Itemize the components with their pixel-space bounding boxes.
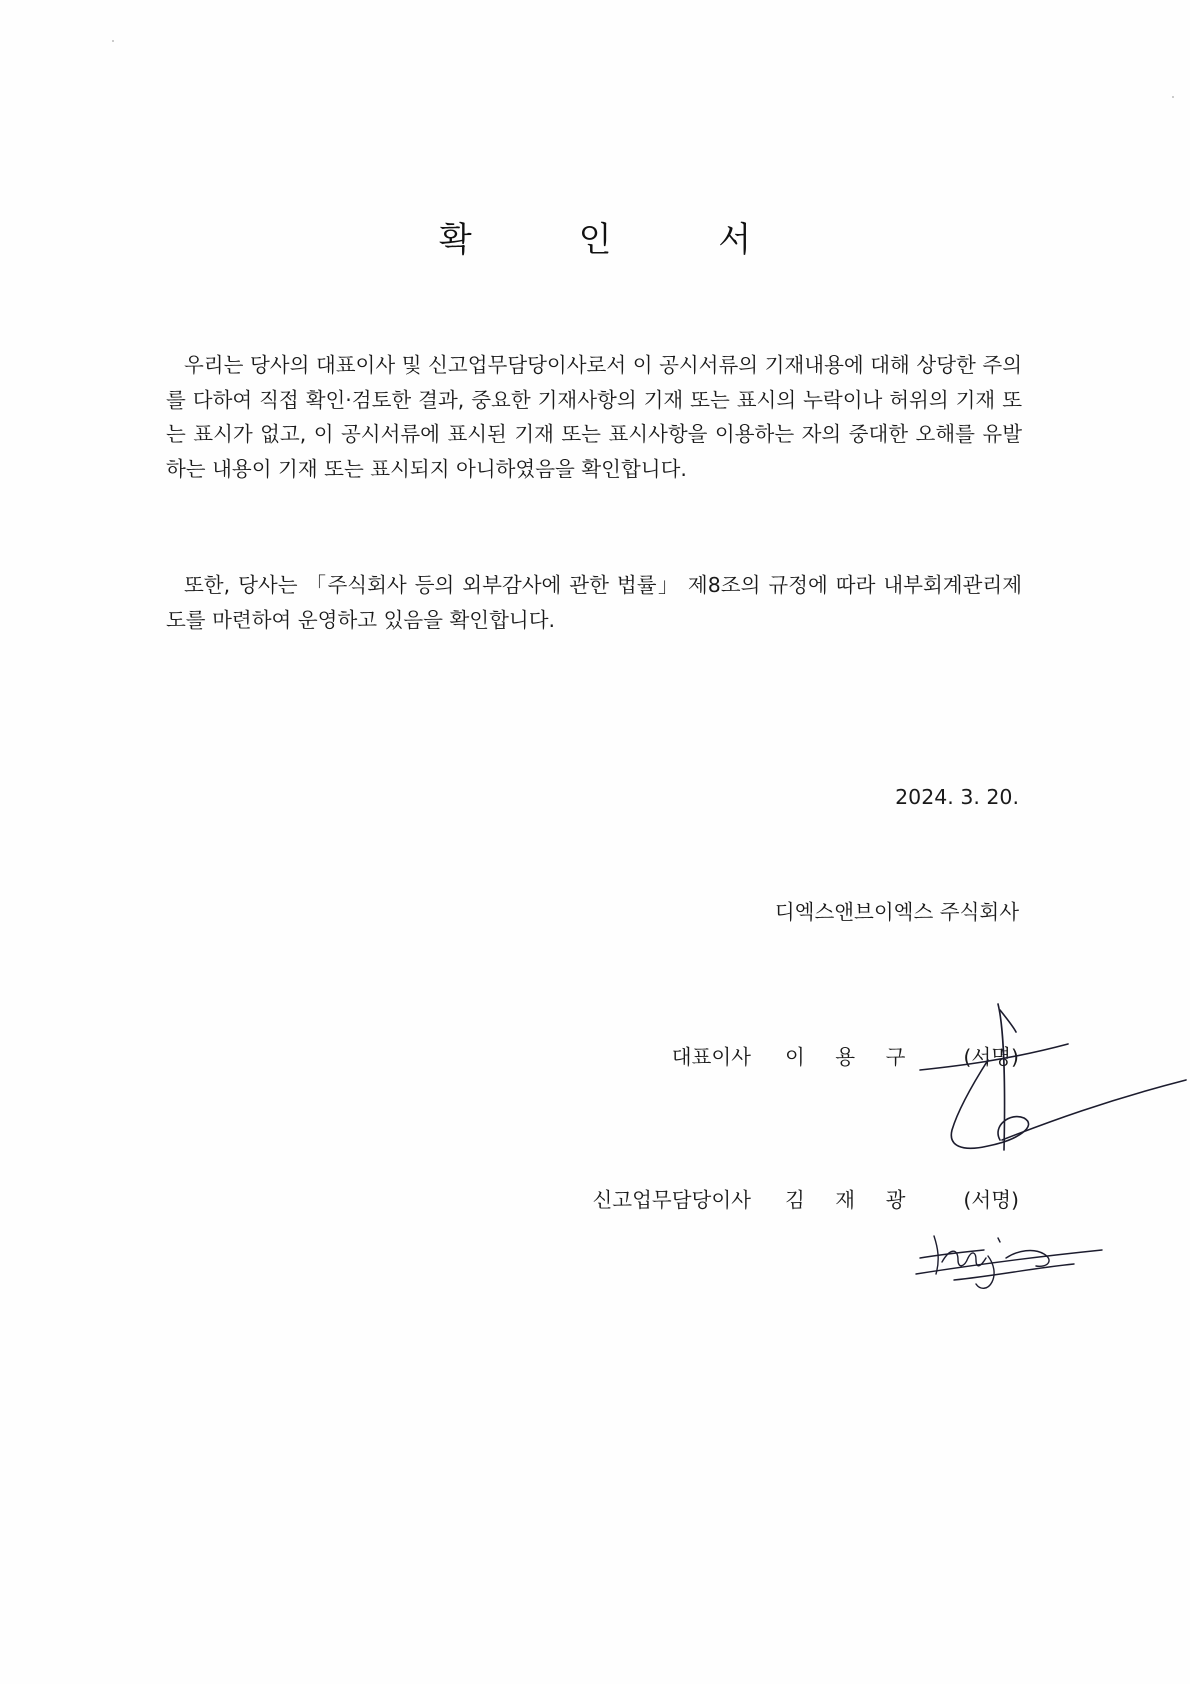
- scan-speck: [112, 40, 114, 42]
- company-name: 디엑스앤브이엑스 주식회사: [774, 900, 1019, 924]
- internal-control-paragraph: 또한, 당사는 「주식회사 등의 외부감사에 관한 법률」 제8조의 규정에 따라 내부회계관리제도를 마련하여 운영하고 있음을 확인합니다.: [166, 573, 1022, 632]
- document-title: 확 인 서: [438, 220, 800, 260]
- document-date: 2024. 3. 20.: [895, 785, 1019, 809]
- confirmation-paragraph: 우리는 당사의 대표이사 및 신고업무담당이사로서 이 공시서류의 기재내용에 대해 상당한 주의를 다하여 직접 확인·검토한 결과, 중요한 기재사항의 기재 또는 표시의 누락이나 허위의 기재 또는 표시가 없고, 이 공시서류에 표시된 기재 또는 표시사항을 이용하는 자의 중대한 오해를 유발하는 내용이 기재 또는 표시되지 아니하였음을 확인합니다.: [166, 353, 1022, 481]
- disclosure-officer-signature-line: [593, 1183, 1020, 1213]
- handwritten-signature-icon: [914, 1228, 1104, 1298]
- disclosure-officer-name: 김 재 광: [784, 1188, 918, 1212]
- ceo-name: 이 용 구: [784, 1045, 918, 1069]
- disclosure-officer-role: 신고업무담당이사: [592, 1188, 751, 1212]
- ceo-signature-mark: (서명): [963, 1045, 1019, 1069]
- ceo-role: 대표이사: [671, 1045, 751, 1069]
- scan-speck: [1172, 96, 1174, 98]
- disclosure-officer-signature-mark: (서명): [963, 1188, 1019, 1212]
- handwritten-signature-icon: [918, 1000, 1188, 1160]
